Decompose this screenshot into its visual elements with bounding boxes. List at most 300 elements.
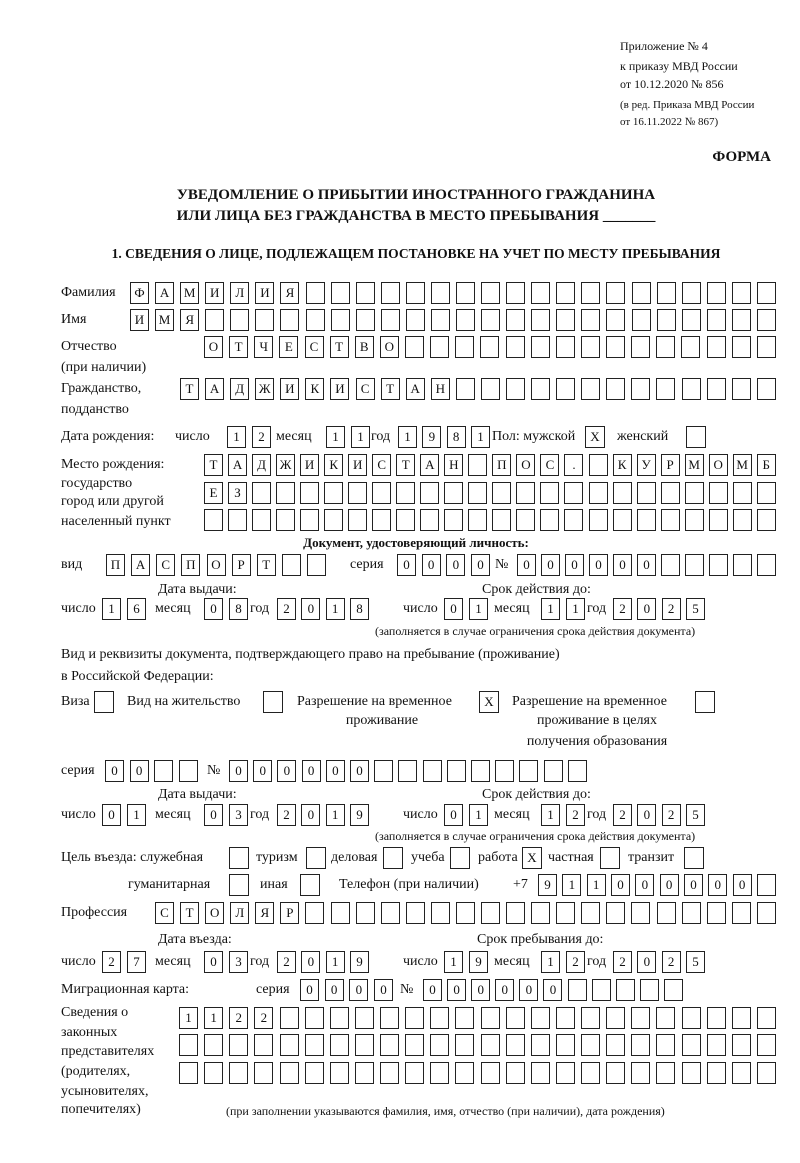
char-box[interactable] [506,1007,525,1029]
char-box[interactable] [656,336,675,358]
char-box[interactable]: Р [232,554,251,576]
char-box[interactable] [306,309,325,331]
char-box[interactable]: Я [180,309,199,331]
char-box[interactable] [685,482,704,504]
char-box[interactable] [581,378,600,400]
char-box[interactable]: 0 [637,554,656,576]
char-box[interactable] [564,509,583,531]
char-box[interactable]: 1 [541,804,560,826]
char-box[interactable] [481,309,500,331]
entry-day-field[interactable] [102,951,146,973]
char-box[interactable] [656,1034,675,1056]
char-box[interactable]: 1 [179,1007,198,1029]
birth-year-field[interactable] [398,426,490,448]
char-box[interactable] [606,1062,625,1084]
char-box[interactable]: X [585,426,605,448]
char-box[interactable]: С [305,336,324,358]
char-box[interactable]: 2 [277,951,296,973]
patronymic-field[interactable] [204,336,776,358]
char-box[interactable] [405,1007,424,1029]
char-box[interactable] [300,482,319,504]
char-box[interactable] [398,760,417,782]
id-valid-month-field[interactable] [541,598,585,620]
char-box[interactable]: 0 [517,554,536,576]
char-box[interactable] [682,1007,701,1029]
char-box[interactable]: А [155,282,174,304]
char-box[interactable]: С [155,902,174,924]
char-box[interactable] [305,902,324,924]
char-box[interactable]: 1 [326,426,345,448]
char-box[interactable] [531,1007,550,1029]
guardians-field-2[interactable] [179,1034,776,1056]
purpose-study-checkbox[interactable] [450,847,470,869]
char-box[interactable] [707,309,726,331]
char-box[interactable] [280,1007,299,1029]
char-box[interactable]: 0 [637,951,656,973]
char-box[interactable]: 2 [613,804,632,826]
char-box[interactable] [252,509,271,531]
char-box[interactable]: 9 [350,804,369,826]
stay-until-day-field[interactable] [444,951,488,973]
id-valid-year-field[interactable] [613,598,705,620]
char-box[interactable]: 0 [301,598,320,620]
char-box[interactable] [280,309,299,331]
id-issue-year-field[interactable] [277,598,369,620]
char-box[interactable] [707,1007,726,1029]
id-number-field[interactable] [517,554,776,576]
char-box[interactable] [606,282,625,304]
char-box[interactable] [589,454,608,476]
char-box[interactable] [656,1062,675,1084]
char-box[interactable]: И [330,378,349,400]
char-box[interactable] [481,282,500,304]
char-box[interactable]: К [613,454,632,476]
char-box[interactable] [632,282,651,304]
char-box[interactable] [254,1034,273,1056]
visa-checkbox[interactable] [94,691,114,713]
char-box[interactable] [757,902,776,924]
char-box[interactable]: 0 [543,979,562,1001]
char-box[interactable]: 0 [613,554,632,576]
char-box[interactable] [492,482,511,504]
char-box[interactable] [631,1007,650,1029]
char-box[interactable] [682,1062,701,1084]
entry-month-field[interactable] [204,951,248,973]
char-box[interactable]: 0 [444,598,463,620]
char-box[interactable]: 0 [301,951,320,973]
char-box[interactable] [420,509,439,531]
char-box[interactable] [230,309,249,331]
char-box[interactable] [331,309,350,331]
char-box[interactable] [306,282,325,304]
char-box[interactable] [556,378,575,400]
char-box[interactable] [657,282,676,304]
char-box[interactable]: 0 [350,760,369,782]
char-box[interactable]: 0 [447,979,466,1001]
char-box[interactable] [456,282,475,304]
char-box[interactable] [682,309,701,331]
char-box[interactable] [305,1007,324,1029]
stay-valid-day-field[interactable] [444,804,488,826]
char-box[interactable] [686,426,706,448]
char-box[interactable]: 1 [351,426,370,448]
char-box[interactable] [581,1062,600,1084]
char-box[interactable] [637,482,656,504]
char-box[interactable] [179,1034,198,1056]
char-box[interactable] [661,554,680,576]
char-box[interactable]: 2 [277,598,296,620]
char-box[interactable] [506,1034,525,1056]
char-box[interactable] [468,454,487,476]
char-box[interactable] [228,509,247,531]
char-box[interactable] [405,1062,424,1084]
char-box[interactable] [733,554,752,576]
purpose-tourism-checkbox[interactable] [306,847,326,869]
birthplace-field-3[interactable] [204,509,776,531]
char-box[interactable] [606,1007,625,1029]
char-box[interactable]: 0 [397,554,416,576]
char-box[interactable]: 1 [204,1007,223,1029]
char-box[interactable] [581,309,600,331]
char-box[interactable]: 0 [204,598,223,620]
char-box[interactable]: 6 [127,598,146,620]
char-box[interactable] [179,760,198,782]
char-box[interactable]: И [300,454,319,476]
char-box[interactable] [637,509,656,531]
char-box[interactable] [280,1034,299,1056]
char-box[interactable]: 0 [471,554,490,576]
char-box[interactable] [455,336,474,358]
char-box[interactable] [492,509,511,531]
char-box[interactable] [481,1034,500,1056]
char-box[interactable] [757,874,776,896]
stay-until-year-field[interactable] [613,951,705,973]
char-box[interactable]: 1 [541,951,560,973]
char-box[interactable] [684,847,704,869]
char-box[interactable]: О [207,554,226,576]
char-box[interactable]: 0 [611,874,630,896]
char-box[interactable]: 0 [325,979,344,1001]
residence-permit-checkbox[interactable] [263,691,283,713]
char-box[interactable] [682,282,701,304]
stay-valid-month-field[interactable] [541,804,585,826]
char-box[interactable]: Т [180,378,199,400]
sex-male-checkbox[interactable] [585,426,605,448]
char-box[interactable]: Ф [130,282,149,304]
char-box[interactable]: С [156,554,175,576]
char-box[interactable] [276,482,295,504]
char-box[interactable]: 0 [204,951,223,973]
char-box[interactable] [506,309,525,331]
char-box[interactable] [613,509,632,531]
stay-series-field[interactable] [105,760,198,782]
char-box[interactable]: 2 [613,598,632,620]
char-box[interactable] [431,282,450,304]
char-box[interactable]: 1 [326,598,345,620]
char-box[interactable] [540,482,559,504]
char-box[interactable]: 1 [566,598,585,620]
char-box[interactable]: 0 [733,874,752,896]
char-box[interactable] [252,482,271,504]
char-box[interactable] [581,902,600,924]
purpose-private-checkbox[interactable] [600,847,620,869]
char-box[interactable]: Т [396,454,415,476]
char-box[interactable]: 7 [127,951,146,973]
char-box[interactable]: 0 [637,804,656,826]
char-box[interactable] [330,1034,349,1056]
phone-field[interactable] [538,874,776,896]
char-box[interactable] [255,309,274,331]
char-box[interactable] [330,1062,349,1084]
char-box[interactable] [380,1062,399,1084]
char-box[interactable]: 0 [637,598,656,620]
char-box[interactable]: 1 [471,426,490,448]
stay-issue-month-field[interactable] [204,804,248,826]
char-box[interactable]: 0 [102,804,121,826]
char-box[interactable]: Н [431,378,450,400]
temp-residence-checkbox[interactable] [479,691,499,713]
char-box[interactable] [324,482,343,504]
char-box[interactable]: К [305,378,324,400]
char-box[interactable]: 8 [229,598,248,620]
char-box[interactable] [556,1007,575,1029]
char-box[interactable]: 1 [102,598,121,620]
sex-female-checkbox[interactable] [686,426,706,448]
char-box[interactable] [556,1034,575,1056]
char-box[interactable] [757,1062,776,1084]
char-box[interactable] [707,1062,726,1084]
char-box[interactable]: 0 [105,760,124,782]
char-box[interactable] [381,282,400,304]
char-box[interactable]: 9 [469,951,488,973]
char-box[interactable] [606,1034,625,1056]
char-box[interactable] [707,1034,726,1056]
char-box[interactable]: X [522,847,542,869]
profession-field[interactable] [155,902,776,924]
char-box[interactable] [606,378,625,400]
char-box[interactable] [506,378,525,400]
char-box[interactable]: 2 [229,1007,248,1029]
char-box[interactable]: 3 [229,804,248,826]
char-box[interactable] [330,1007,349,1029]
char-box[interactable]: 1 [469,598,488,620]
char-box[interactable] [682,378,701,400]
char-box[interactable] [732,282,751,304]
char-box[interactable] [661,509,680,531]
char-box[interactable]: М [155,309,174,331]
char-box[interactable] [707,282,726,304]
char-box[interactable]: Ч [254,336,273,358]
char-box[interactable] [733,509,752,531]
char-box[interactable]: 0 [229,760,248,782]
char-box[interactable]: И [205,282,224,304]
char-box[interactable]: О [380,336,399,358]
char-box[interactable]: 2 [662,804,681,826]
char-box[interactable] [179,1062,198,1084]
char-box[interactable]: Р [280,902,299,924]
char-box[interactable] [406,902,425,924]
char-box[interactable]: О [709,454,728,476]
id-issue-month-field[interactable] [204,598,248,620]
char-box[interactable] [757,482,776,504]
char-box[interactable] [229,847,249,869]
char-box[interactable]: 2 [252,426,271,448]
char-box[interactable]: 0 [253,760,272,782]
char-box[interactable] [631,1062,650,1084]
char-box[interactable]: С [540,454,559,476]
char-box[interactable] [447,760,466,782]
char-box[interactable]: Л [230,902,249,924]
char-box[interactable] [300,509,319,531]
char-box[interactable]: Т [381,378,400,400]
birth-day-field[interactable] [227,426,271,448]
char-box[interactable] [381,309,400,331]
char-box[interactable] [305,1034,324,1056]
char-box[interactable]: А [131,554,150,576]
char-box[interactable] [381,902,400,924]
char-box[interactable] [355,1062,374,1084]
char-box[interactable] [592,979,611,1001]
char-box[interactable] [682,902,701,924]
char-box[interactable] [681,336,700,358]
char-box[interactable] [656,378,675,400]
char-box[interactable] [685,554,704,576]
char-box[interactable] [229,874,249,896]
char-box[interactable]: 1 [227,426,246,448]
char-box[interactable]: 5 [686,598,705,620]
char-box[interactable] [380,1034,399,1056]
char-box[interactable]: 0 [277,760,296,782]
char-box[interactable]: О [205,902,224,924]
char-box[interactable] [664,979,683,1001]
char-box[interactable] [276,509,295,531]
id-valid-day-field[interactable] [444,598,488,620]
char-box[interactable]: 1 [541,598,560,620]
char-box[interactable] [204,1062,223,1084]
char-box[interactable] [229,1034,248,1056]
char-box[interactable] [456,902,475,924]
char-box[interactable] [280,1062,299,1084]
char-box[interactable] [640,979,659,1001]
char-box[interactable]: Е [204,482,223,504]
char-box[interactable]: 0 [204,804,223,826]
char-box[interactable] [581,282,600,304]
char-box[interactable] [757,554,776,576]
id-series-field[interactable] [397,554,490,576]
char-box[interactable] [709,509,728,531]
char-box[interactable] [331,282,350,304]
char-box[interactable]: М [685,454,704,476]
char-box[interactable] [707,336,726,358]
char-box[interactable] [632,309,651,331]
stay-valid-year-field[interactable] [613,804,705,826]
purpose-humanitarian-checkbox[interactable] [229,874,249,896]
char-box[interactable] [589,509,608,531]
char-box[interactable] [305,1062,324,1084]
char-box[interactable]: Т [180,902,199,924]
char-box[interactable] [372,509,391,531]
char-box[interactable]: 0 [374,979,393,1001]
char-box[interactable] [348,509,367,531]
char-box[interactable] [430,1007,449,1029]
stay-issue-year-field[interactable] [277,804,369,826]
char-box[interactable]: А [205,378,224,400]
char-box[interactable]: 2 [254,1007,273,1029]
char-box[interactable]: Т [257,554,276,576]
char-box[interactable] [531,282,550,304]
char-box[interactable] [556,336,575,358]
char-box[interactable] [531,902,550,924]
char-box[interactable]: 5 [686,951,705,973]
char-box[interactable] [556,902,575,924]
char-box[interactable]: Л [230,282,249,304]
purpose-business-checkbox[interactable] [383,847,403,869]
char-box[interactable] [468,509,487,531]
entry-year-field[interactable] [277,951,369,973]
char-box[interactable] [516,509,535,531]
char-box[interactable] [431,902,450,924]
char-box[interactable]: Д [252,454,271,476]
char-box[interactable] [94,691,114,713]
char-box[interactable] [631,902,650,924]
char-box[interactable] [613,482,632,504]
char-box[interactable] [420,482,439,504]
char-box[interactable]: У [637,454,656,476]
char-box[interactable]: 0 [446,554,465,576]
char-box[interactable] [481,902,500,924]
char-box[interactable] [430,336,449,358]
temp-edu-checkbox[interactable] [695,691,715,713]
char-box[interactable] [556,309,575,331]
char-box[interactable] [606,309,625,331]
char-box[interactable]: 0 [684,874,703,896]
char-box[interactable] [356,309,375,331]
char-box[interactable]: А [420,454,439,476]
char-box[interactable] [707,378,726,400]
char-box[interactable] [356,282,375,304]
char-box[interactable]: 0 [708,874,727,896]
char-box[interactable]: О [516,454,535,476]
char-box[interactable] [657,902,676,924]
char-box[interactable]: Д [230,378,249,400]
char-box[interactable] [450,847,470,869]
char-box[interactable] [372,482,391,504]
stay-number-field[interactable] [229,760,587,782]
char-box[interactable]: X [479,691,499,713]
char-box[interactable] [556,1062,575,1084]
char-box[interactable] [757,378,776,400]
char-box[interactable] [531,1062,550,1084]
char-box[interactable] [757,336,776,358]
char-box[interactable] [380,1007,399,1029]
char-box[interactable]: Я [255,902,274,924]
char-box[interactable]: А [228,454,247,476]
char-box[interactable] [732,1062,751,1084]
citizenship-field[interactable] [180,378,776,400]
char-box[interactable] [480,336,499,358]
char-box[interactable] [263,691,283,713]
char-box[interactable] [456,309,475,331]
char-box[interactable]: О [204,336,223,358]
birthplace-field-1[interactable] [204,454,776,476]
char-box[interactable] [204,509,223,531]
char-box[interactable] [396,482,415,504]
char-box[interactable] [568,979,587,1001]
char-box[interactable]: 0 [300,979,319,1001]
char-box[interactable] [300,874,320,896]
id-issue-day-field[interactable] [102,598,146,620]
char-box[interactable]: П [492,454,511,476]
